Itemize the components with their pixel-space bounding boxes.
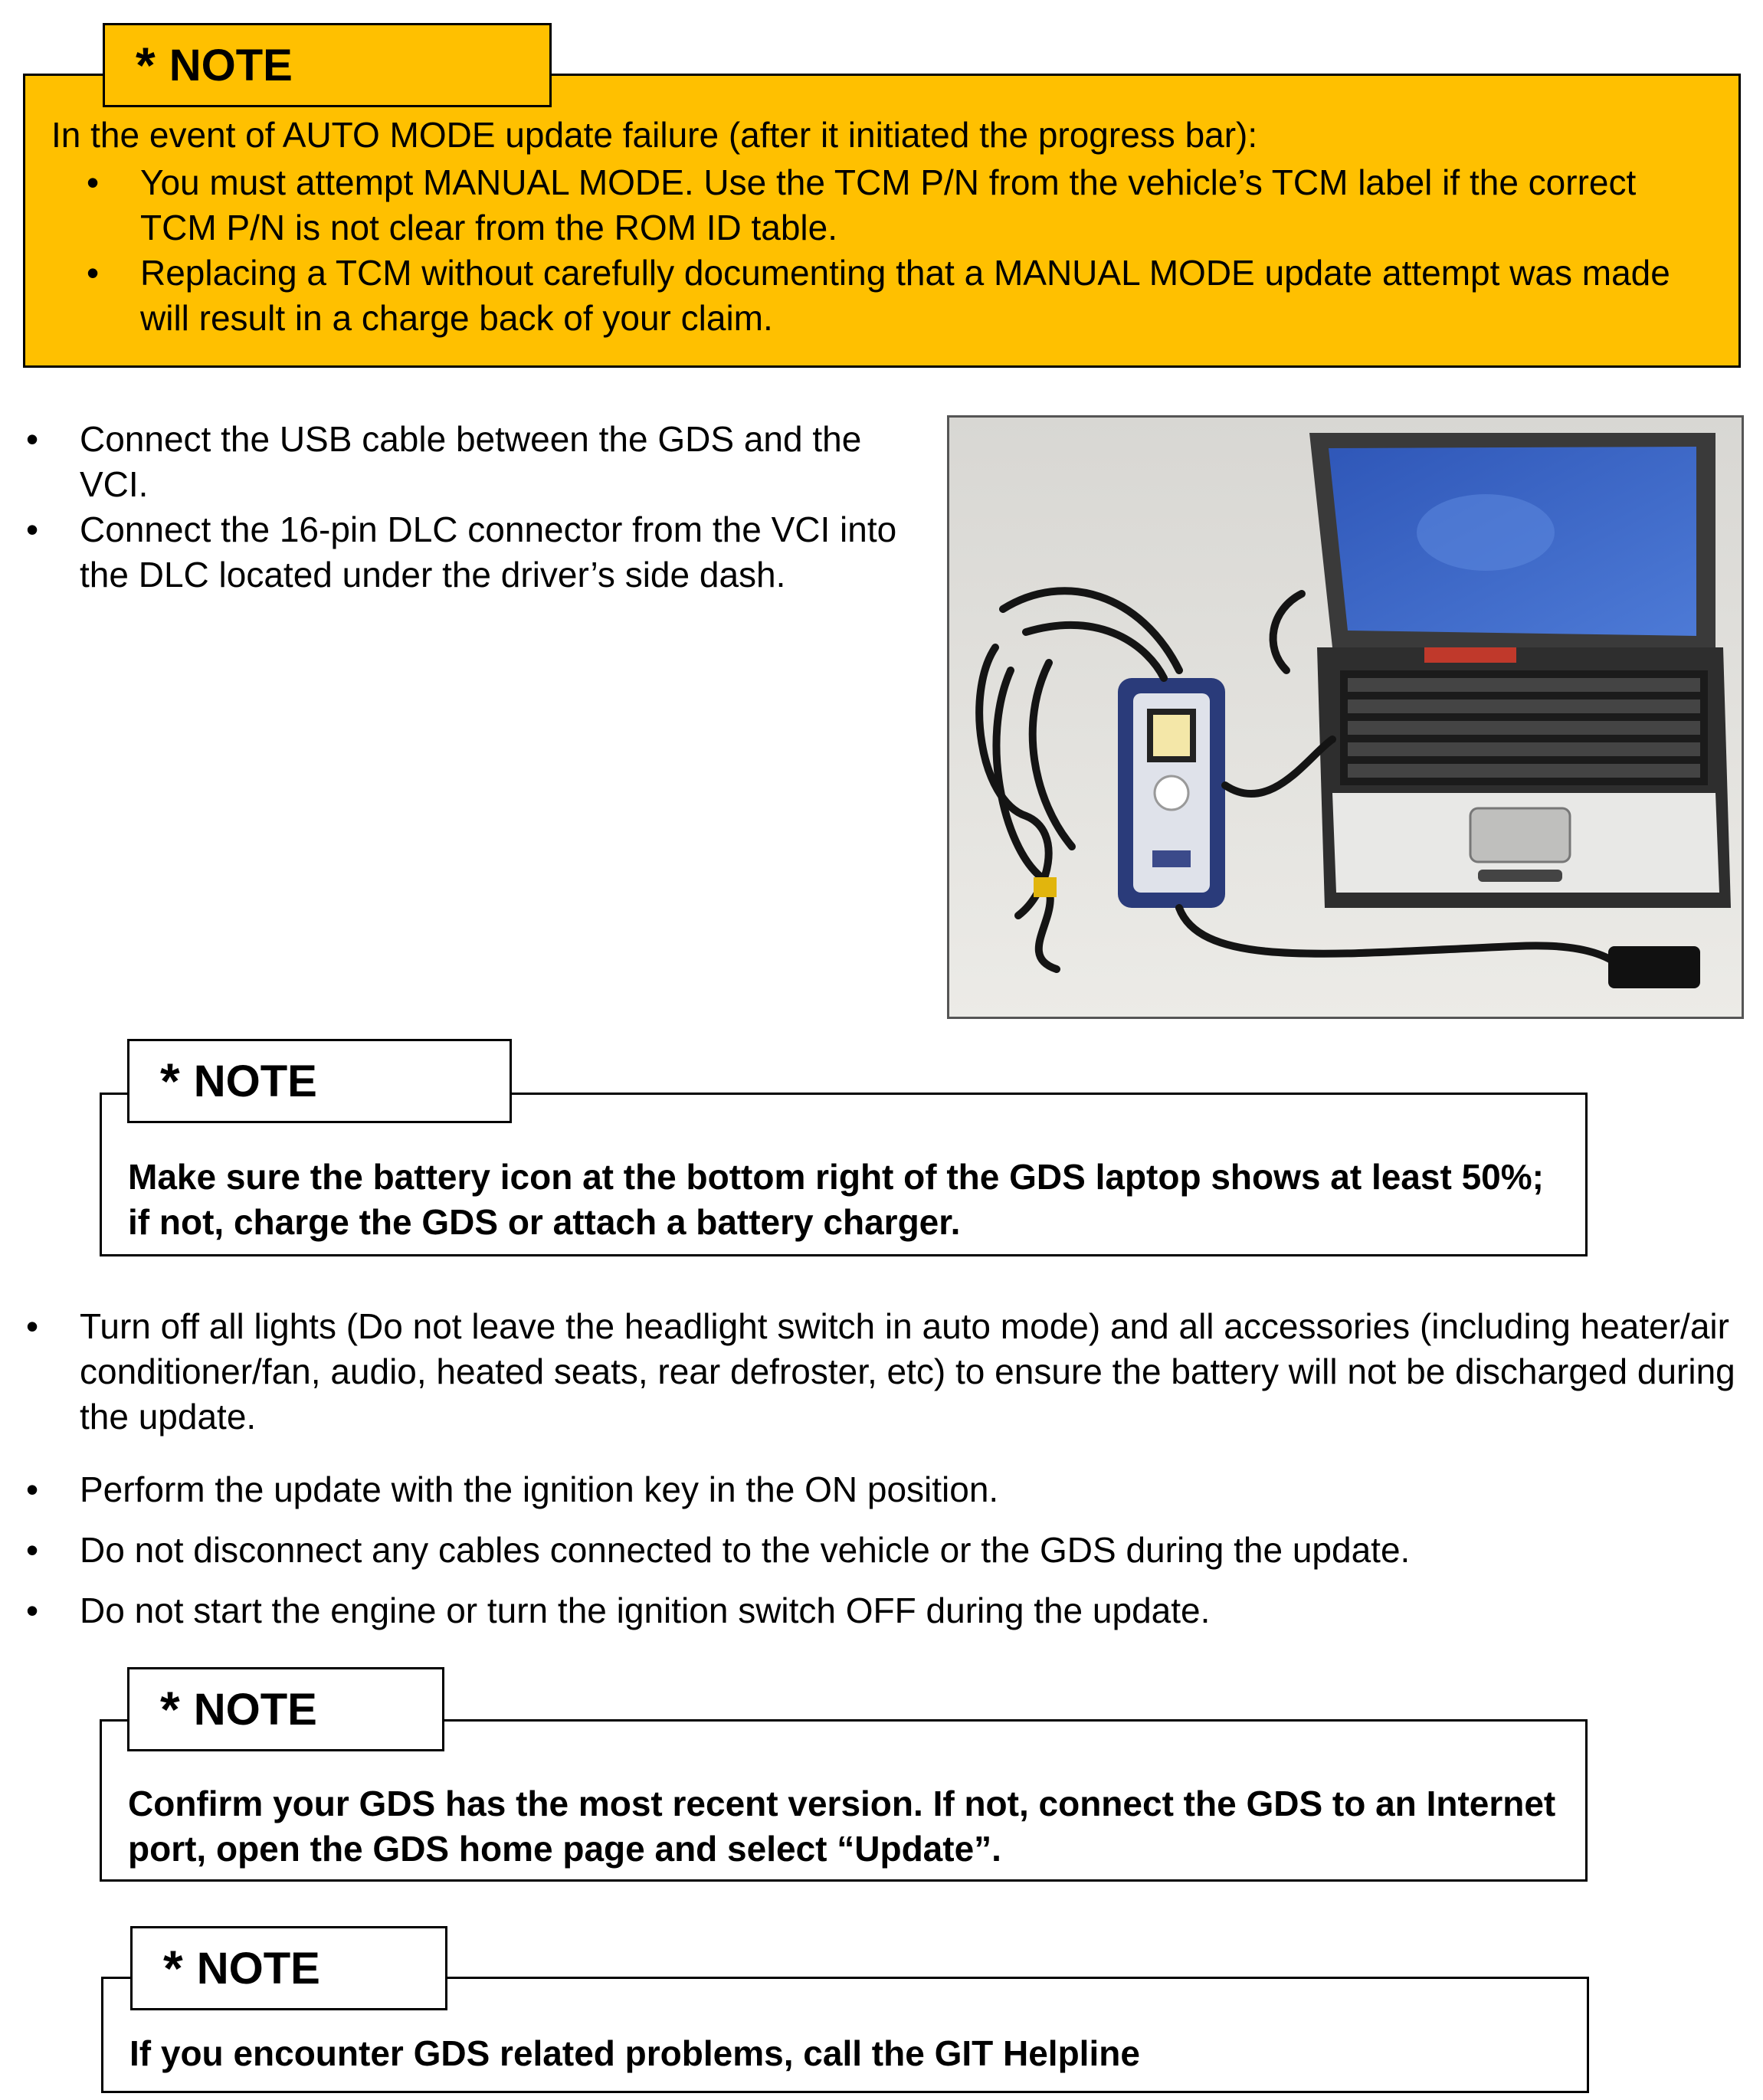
step-text: Do not start the engine or turn the ignition switch OFF during the update. bbox=[80, 1591, 1211, 1630]
note-tab bbox=[127, 1039, 512, 1123]
bullet-icon: • bbox=[26, 1591, 39, 1630]
vci-device-icon bbox=[1118, 678, 1225, 908]
list-item bbox=[25, 417, 929, 507]
step-text: Do not disconnect any cables connected to the vehicle or the GDS during the update. bbox=[80, 1530, 1411, 1570]
list-item bbox=[25, 160, 1711, 251]
note-tab bbox=[130, 1926, 447, 2010]
bullet-icon: • bbox=[26, 1530, 39, 1570]
list-item bbox=[25, 1467, 1741, 1512]
step-text: Turn off all lights (Do not leave the headlight switch in auto mode) and all accessories (including heater/air conditioner/fan, audio, heated seats, rear defroster, etc) to ensure the battery will not be discharged during the update. bbox=[80, 1306, 1735, 1437]
photo-illustration bbox=[949, 418, 1742, 1017]
bullet-icon: • bbox=[26, 419, 39, 459]
bullet-icon: • bbox=[87, 253, 100, 293]
asterisk-icon: * bbox=[160, 1053, 180, 1109]
bullet-icon: • bbox=[87, 162, 100, 202]
note-title: NOTE bbox=[193, 1684, 317, 1735]
note-text: Confirm your GDS has the most recent version. If not, connect the GDS to an Internet port, open the GDS home page and select “Update”. bbox=[128, 1784, 1556, 1869]
gds-laptop-vci-photo bbox=[947, 415, 1744, 1019]
note-text: If you encounter GDS related problems, call the GIT Helpline bbox=[129, 2033, 1140, 2073]
list-item bbox=[25, 251, 1711, 341]
auto-mode-failure-note bbox=[23, 74, 1741, 368]
bullet-icon: • bbox=[26, 1306, 39, 1346]
note-title: NOTE bbox=[193, 1056, 317, 1106]
asterisk-icon: * bbox=[163, 1940, 183, 1997]
note-intro: In the event of AUTO MODE update failure (after it initiated the progress bar): bbox=[51, 115, 1258, 155]
note-tab bbox=[127, 1667, 444, 1751]
list-item bbox=[25, 1304, 1741, 1440]
bullet-icon: • bbox=[26, 1469, 39, 1509]
note-text: Make sure the battery icon at the bottom right of the GDS laptop shows at least 50%; if not, charge the GDS or attach a battery charger. bbox=[128, 1157, 1544, 1242]
step-text: Connect the USB cable between the GDS and the VCI. bbox=[80, 419, 862, 504]
laptop-icon bbox=[1309, 433, 1731, 908]
asterisk-icon: * bbox=[136, 37, 156, 93]
bullet-icon: • bbox=[26, 509, 39, 549]
asterisk-icon: * bbox=[160, 1681, 180, 1738]
list-item bbox=[25, 1588, 1741, 1633]
list-item bbox=[25, 507, 929, 598]
note-title: NOTE bbox=[169, 40, 293, 90]
step-text: Connect the 16-pin DLC connector from the VCI into the DLC located under the driver’s side dash. bbox=[80, 509, 897, 595]
note-title: NOTE bbox=[196, 1943, 320, 1994]
connection-steps bbox=[25, 417, 929, 598]
update-precautions bbox=[25, 1304, 1741, 1633]
step-text: Perform the update with the ignition key in the ON position. bbox=[80, 1469, 999, 1509]
list-item bbox=[25, 1528, 1741, 1573]
note-bullet-text: You must attempt MANUAL MODE. Use the TCM P/N from the vehicle’s TCM label if the correct TCM P/N is not clear from the ROM ID table. bbox=[140, 162, 1637, 247]
note-bullet-text: Replacing a TCM without carefully documenting that a MANUAL MODE update attempt was made will result in a charge back of your claim. bbox=[140, 253, 1670, 338]
note-tab bbox=[103, 23, 552, 107]
note-bullet-list bbox=[25, 160, 1711, 341]
